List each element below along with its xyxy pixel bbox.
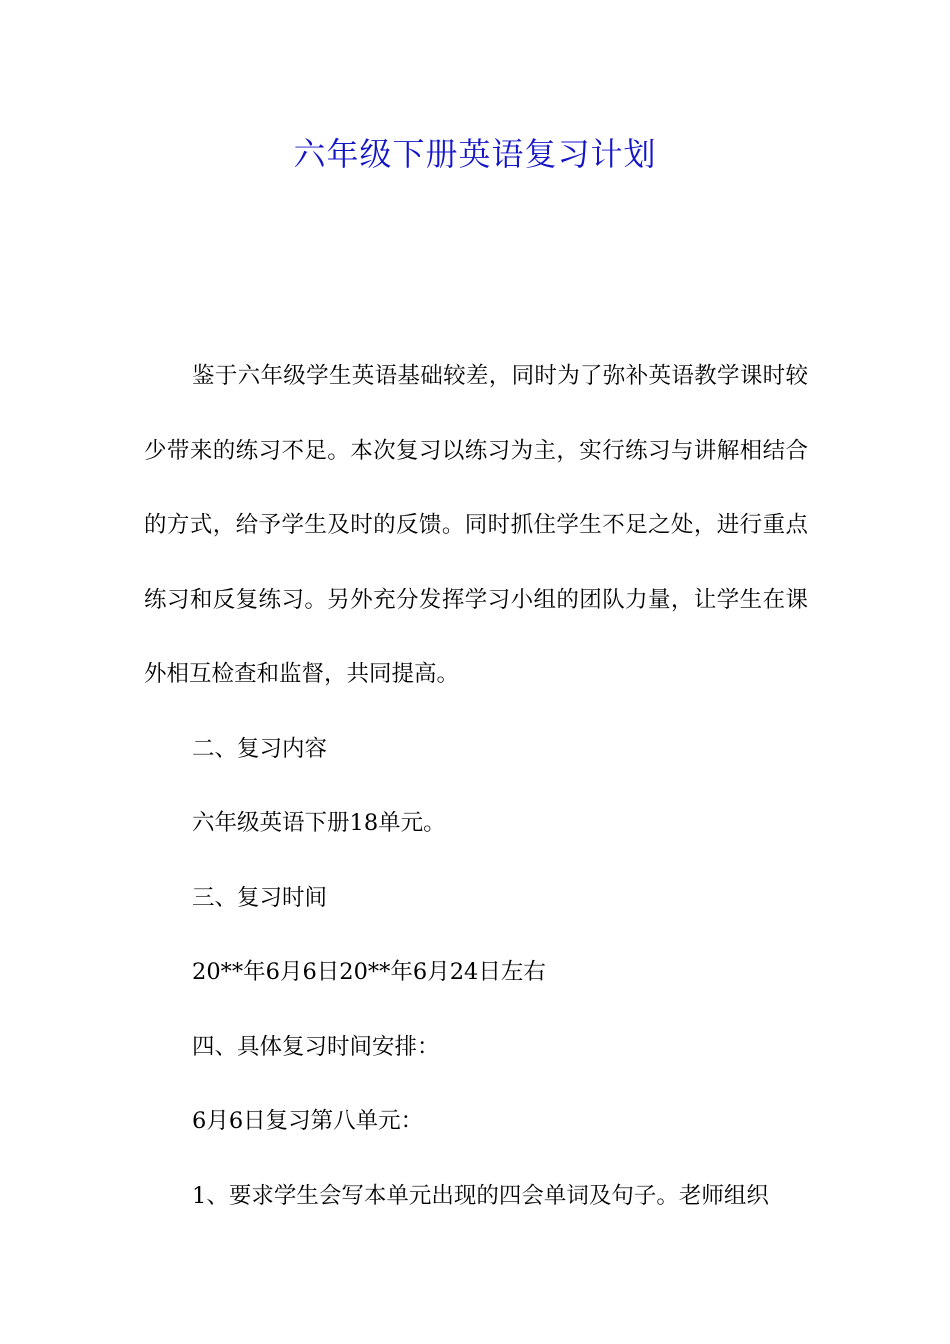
document-title: 六年级下册英语复习计划 <box>293 135 657 173</box>
schedule-date-item: 6月6日复习第八单元： <box>192 1108 424 1134</box>
intro-paragraph: 鉴于六年级学生英语基础较差，同时为了弥补英语教学课时较少带来的练习不足。本次复习以练习为主，实行练习与讲解相结合的方式，给予学生及时的反馈。同时抓住学生不足之处，进行重点练习和反复练习。另外充分发挥学习小组的团队力量，让学生在课外相互检查和监督，共同提高。 <box>144 363 808 687</box>
section-heading-schedule: 四、具体复习时间安排： <box>192 1033 440 1060</box>
section-heading-review-content: 二、复习内容 <box>192 735 328 762</box>
review-time-text: 20**年6月6日20**年6月24日左右 <box>192 959 546 985</box>
document-body <box>144 339 808 1233</box>
section-heading-review-time: 三、复习时间 <box>192 884 328 911</box>
schedule-requirement-item: 1、要求学生会写本单元出现的四会单词及句子。老师组织 <box>192 1182 769 1209</box>
review-content-text: 六年级英语下册18单元。 <box>192 810 446 836</box>
